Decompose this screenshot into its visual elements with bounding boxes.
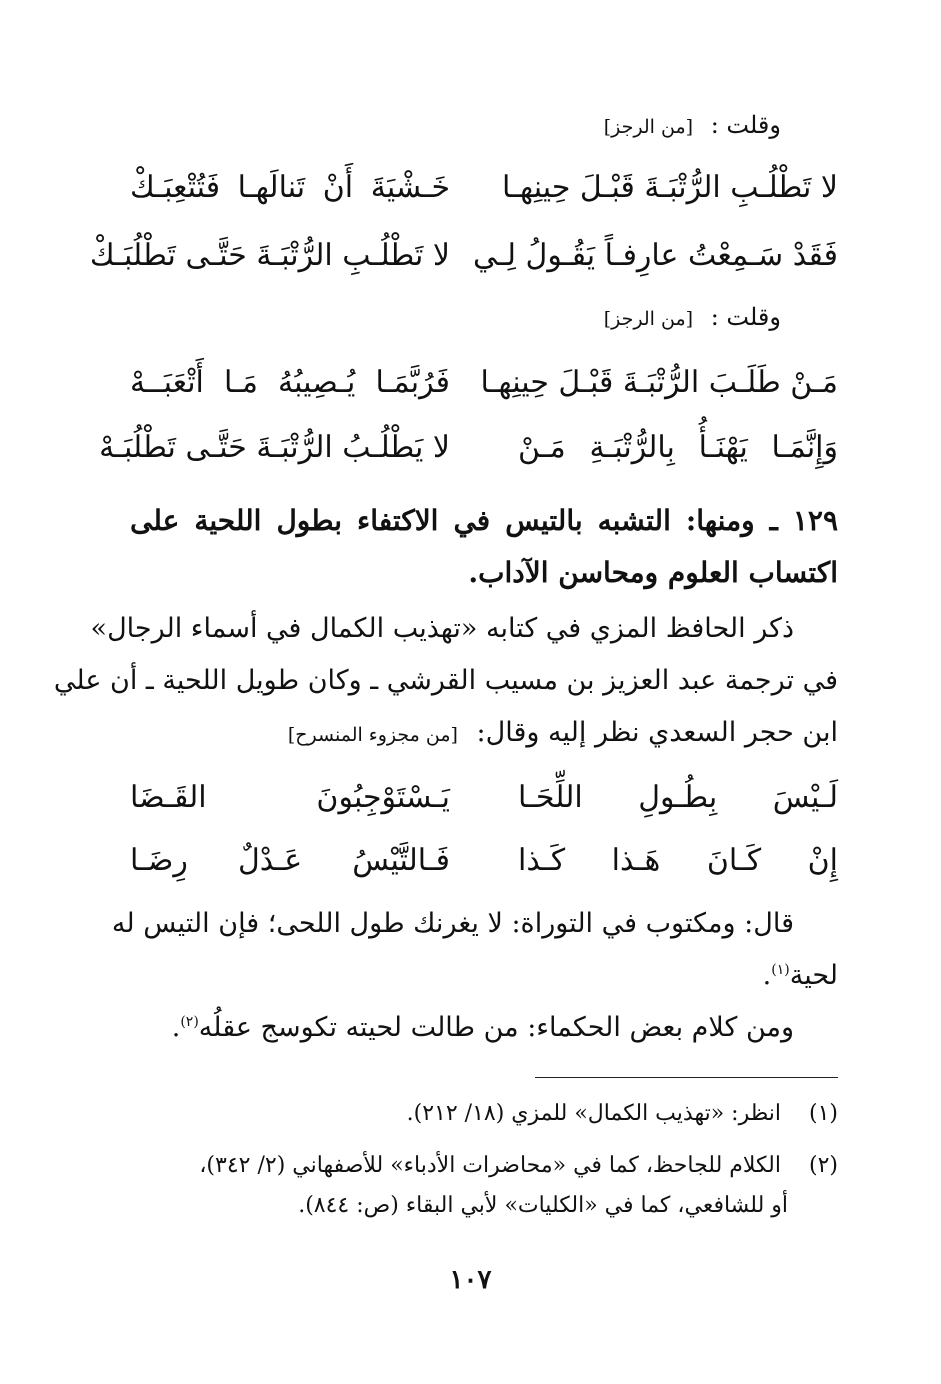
poem2-intro-text: وقلت : <box>710 303 781 331</box>
poem2-verse-1-first-hemistich: مَـنْ طَلَـبَ الرُّتْبَـةَ قَبْـلَ حِينِهـا <box>480 365 838 400</box>
poem2-verse-2 <box>99 420 838 476</box>
page-number: ١٠٧ <box>449 1265 492 1295</box>
body-line-3-meter: [من مجزوء المنسرح] <box>287 724 458 746</box>
footnote-1 <box>120 1094 838 1134</box>
closing-line-3 <box>130 1002 838 1054</box>
poem2-intro <box>604 302 781 334</box>
footnote-1-text: انظر: «تهذيب الكمال» للمزي (١٨/ ٢١٢). <box>406 1101 781 1126</box>
poem3-verse-2-first-hemistich: إِنْ كَـانَ هَـذا كَـذا <box>518 843 838 878</box>
body-line-1: ذكر الحافظ المزي في كتابه «تهذيب الكمال في أسماء الرجال» <box>90 613 794 644</box>
poem1-meter: [من الرجز] <box>603 116 694 138</box>
section-heading-line-1: ١٢٩ ـ ومنها: التشبه بالتيس في الاكتفاء بطول اللحية على <box>130 504 838 537</box>
footnote-2-number: (٢) <box>808 1153 838 1178</box>
poem1-verse-2-second-hemistich: لا تَطْلُـبِ الرُّتْبَـةَ حَتَّـى تَطْلُبَـكْ <box>89 238 450 273</box>
poem1-verse-2 <box>89 228 838 284</box>
footnote-2 <box>120 1146 838 1226</box>
poem1-intro <box>604 110 781 142</box>
body-line-2: في ترجمة عبد العزيز بن مسيب القرشي ـ وكان طويل اللحية ـ أن علي <box>53 665 838 696</box>
poem3-verse-2-second-hemistich: فَـالتَّيْسُ عَـدْلٌ رِضَـا <box>130 843 450 878</box>
section-heading <box>130 495 838 599</box>
poem3-verse-1-second-hemistich: يَـسْتَوْجِبُونَ القَـضَا <box>130 780 450 815</box>
body-line-3 <box>130 707 838 761</box>
footnote-2-line-2: أو للشافعي، كما في «الكليات» لأبي البقاء (ص: ٨٤٤). <box>298 1193 788 1218</box>
footnote-ref-1: (١) <box>771 962 790 978</box>
footnote-1-line <box>120 1094 838 1134</box>
poem1-verse-1-first-hemistich: لا تَطْلُـبِ الرُّتْبَـةَ قَبْـلَ حِينِهـا <box>501 170 838 205</box>
section-heading-line-2: اكتساب العلوم ومحاسن الآداب. <box>468 556 838 589</box>
closing-line-2-text: لحية <box>789 960 838 991</box>
poem2-verse-2-second-hemistich: لا يَطْلُـبُ الرُّتْبَـةَ حَتَّـى تَطْلُبَـهْ <box>99 430 450 465</box>
closing-line-3-end: . <box>171 1012 181 1043</box>
footnote-ref-2: (٢) <box>180 1014 199 1030</box>
poem3-verse-2 <box>130 833 838 889</box>
poem2-verse-1 <box>130 355 838 411</box>
poem2-meter: [من الرجز] <box>603 308 694 330</box>
body-paragraph <box>53 603 838 761</box>
closing-line-3-text: ومن كلام بعض الحكماء: من طالت لحيته تكوسج عقلُه <box>198 1012 794 1043</box>
footnote-2-text-1: الكلام للجاحظ، كما في «محاضرات الأدباء» للأصفهاني (٢/ ٣٤٢)، <box>199 1153 781 1178</box>
poem1-verse-1-second-hemistich: خَـشْيَةَ أَنْ تَنالَهـا فَتُتْعِبَـكْ <box>130 170 450 205</box>
closing-line-2 <box>130 950 838 1002</box>
poem2-verse-2-first-hemistich: وَإِنَّمَـا يَهْنَـأُ بِالرُّتْبَـةِ مَـنْ <box>518 430 838 465</box>
closing-line-2-end: . <box>762 960 772 991</box>
footnote-2-line-1 <box>120 1146 838 1186</box>
poem1-intro-text: وقلت : <box>710 111 781 139</box>
poem1-verse-2-first-hemistich: فَقَدْ سَـمِعْتُ عارِفـاً يَقُـولُ لِـي <box>473 238 838 273</box>
closing-paragraph <box>111 898 838 1054</box>
body-line-3-text: ابن حجر السعدي نظر إليه وقال: <box>476 717 838 748</box>
footnote-separator <box>535 1077 838 1078</box>
poem3-verse-1 <box>130 770 838 826</box>
poem1-verse-1 <box>130 160 838 216</box>
poem3-verse-1-first-hemistich: لَـيْسَ بِطُـولِ اللِّحَـا <box>518 780 838 815</box>
poem2-verse-1-second-hemistich: فَرُبَّمَـا يُـصِيبُهُ مَـا أَتْعَبَــهْ <box>130 365 450 400</box>
footnote-1-number: (١) <box>808 1101 838 1126</box>
closing-line-1: قال: ومكتوب في التوراة: لا يغرنك طول اللحى؛ فإن التيس له <box>111 908 794 939</box>
